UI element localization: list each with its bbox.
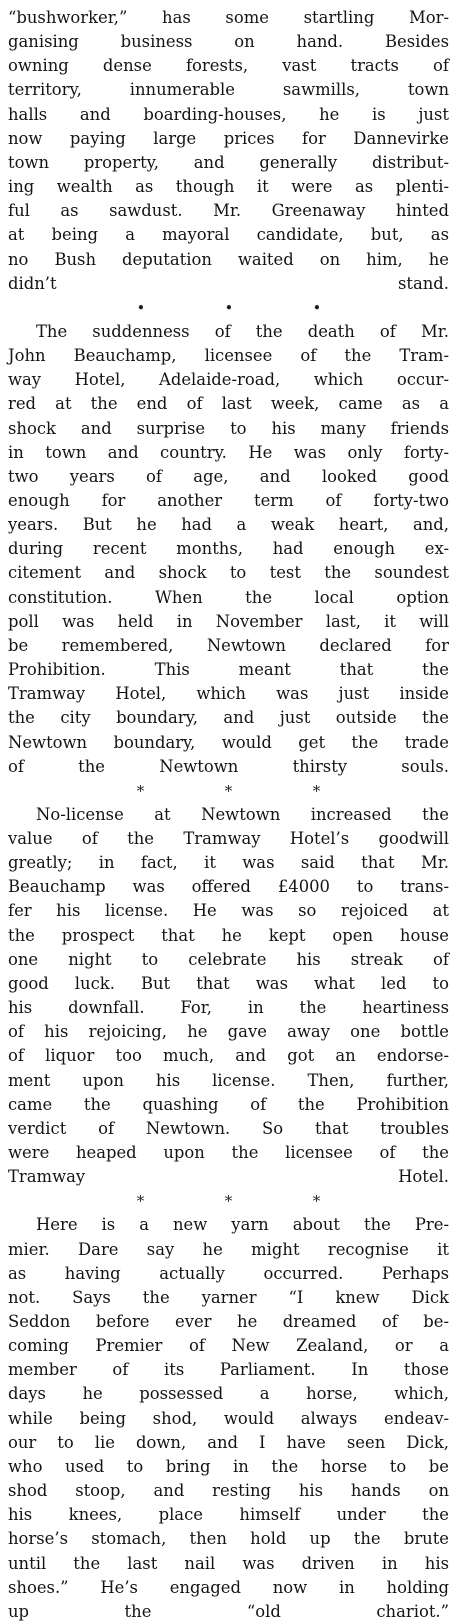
text-line: ganising business on hand. Besides [8, 32, 449, 52]
text-line: value of the Tramway Hotel’s goodwill [8, 829, 449, 848]
text-line: poll was held in November last, it will [8, 611, 449, 631]
text-line: member of its Parliament. In those [8, 1360, 449, 1380]
text-line: shock and surprise to his many friends [8, 418, 449, 438]
text-line: mier. Dare say he might recognise it [8, 1239, 449, 1259]
text-line: who used to bring in the horse to be [8, 1456, 449, 1476]
text-line: ing wealth as though it were as plenti- [8, 177, 449, 197]
separator-mark: * [224, 1192, 233, 1211]
text-line: his downfall. For, in the heartiness [8, 998, 449, 1018]
text-line: ment upon his license. Then, further, [8, 1070, 449, 1090]
text-line: good luck. But that was what led to [8, 973, 449, 993]
paragraph-no-license [8, 803, 449, 1190]
text-line: Here is a new yarn about the Pre- [36, 1215, 449, 1235]
separator-mark: * [224, 781, 233, 800]
text-line: his knees, place himself under the [8, 1505, 449, 1525]
section-separator [8, 296, 449, 320]
text-line: greatly; in fact, it was said that Mr. [8, 853, 449, 873]
text-line: in town and country. He was only forty- [8, 442, 449, 462]
text-line: “bushworker,” has some startling Mor- [8, 8, 449, 27]
text-line: one night to celebrate his streak of [8, 949, 449, 969]
section-separator [8, 1189, 449, 1213]
text-line: our to lie down, and I have seen Dick, [8, 1432, 449, 1452]
text-line: up the “old chariot.” [8, 1601, 449, 1621]
section-separator [8, 779, 449, 803]
paragraph-bushworker [8, 6, 449, 296]
text-line: didn’t stand. [8, 273, 449, 293]
text-line: as having actually occurred. Perhaps [8, 1263, 449, 1283]
text-line: at being a mayoral candidate, but, as [8, 225, 449, 245]
text-line: not. Says the yarner “I knew Dick [8, 1287, 449, 1307]
text-line: citement and shock to test the soundest [8, 563, 449, 583]
text-line: be remembered, Newtown declared for [8, 635, 449, 655]
text-line: way Hotel, Adelaide-road, which occur- [8, 370, 449, 390]
paragraph-premier-yarn [8, 1213, 449, 1624]
text-line: of liquor too much, and got an endorse- [8, 1046, 449, 1066]
text-line: the prospect that he kept open house [8, 925, 449, 945]
text-line: The suddenness of the death of Mr. [36, 321, 449, 341]
text-line: of his rejoicing, he gave away one bottle [8, 1022, 449, 1042]
text-line: constitution. When the local option [8, 587, 449, 607]
text-line: shod stoop, and resting his hands on [8, 1481, 449, 1501]
text-line: coming Premier of New Zealand, or a [8, 1336, 449, 1356]
paragraph-beauchamp-death [8, 320, 449, 779]
separator-mark: • [312, 298, 322, 317]
text-line: no Bush deputation waited on him, he [8, 249, 449, 269]
text-line: Tramway Hotel, which was just inside [8, 684, 449, 704]
text-line: red at the end of last week, came as a [8, 394, 449, 414]
text-line: fer his license. He was so rejoiced at [8, 901, 449, 921]
text-line: No-license at Newtown increased the [36, 804, 449, 824]
text-line: Seddon before ever he dreamed of be- [8, 1311, 449, 1331]
separator-mark: • [224, 298, 234, 317]
text-line: Newtown boundary, would get the trade [8, 732, 449, 752]
separator-mark: * [312, 1192, 321, 1211]
text-line: days he possessed a horse, which, [8, 1384, 449, 1404]
text-line: territory, innumerable sawmills, town [8, 80, 449, 100]
separator-mark: • [136, 298, 146, 317]
text-line: town property, and generally distribut- [8, 152, 449, 172]
text-line: until the last nail was driven in his [8, 1553, 449, 1573]
text-line: John Beauchamp, licensee of the Tram- [8, 346, 449, 366]
text-line: while being shod, would always endeav- [8, 1408, 449, 1428]
text-line: the city boundary, and just outside the [8, 708, 449, 728]
text-line: halls and boarding-houses, he is just [8, 104, 449, 124]
text-line: Prohibition. This meant that the [8, 660, 449, 680]
text-line: owning dense forests, vast tracts of [8, 56, 449, 76]
text-line: shoes.” He’s engaged now in holding [8, 1577, 449, 1597]
text-line: Beauchamp was offered £4000 to trans- [8, 877, 449, 897]
text-line: two years of age, and looked good [8, 466, 449, 486]
text-line: during recent months, had enough ex- [8, 539, 449, 559]
separator-mark: * [136, 781, 145, 800]
text-line: were heaped upon the licensee of the [8, 1143, 449, 1163]
text-line: now paying large prices for Dannevirke [8, 128, 449, 148]
text-line: ful as sawdust. Mr. Greenaway hinted [8, 201, 449, 221]
text-line: enough for another term of forty-two [8, 490, 449, 510]
text-line: of the Newtown thirsty souls. [8, 756, 449, 776]
text-line: Tramway Hotel. [8, 1167, 449, 1187]
text-line: came the quashing of the Prohibition [8, 1094, 449, 1114]
separator-mark: * [312, 781, 321, 800]
text-line: verdict of Newtown. So that troubles [8, 1118, 449, 1138]
text-line: horse’s stomach, then hold up the brute [8, 1529, 449, 1549]
separator-mark: * [136, 1192, 145, 1211]
text-line: years. But he had a weak heart, and, [8, 515, 449, 535]
